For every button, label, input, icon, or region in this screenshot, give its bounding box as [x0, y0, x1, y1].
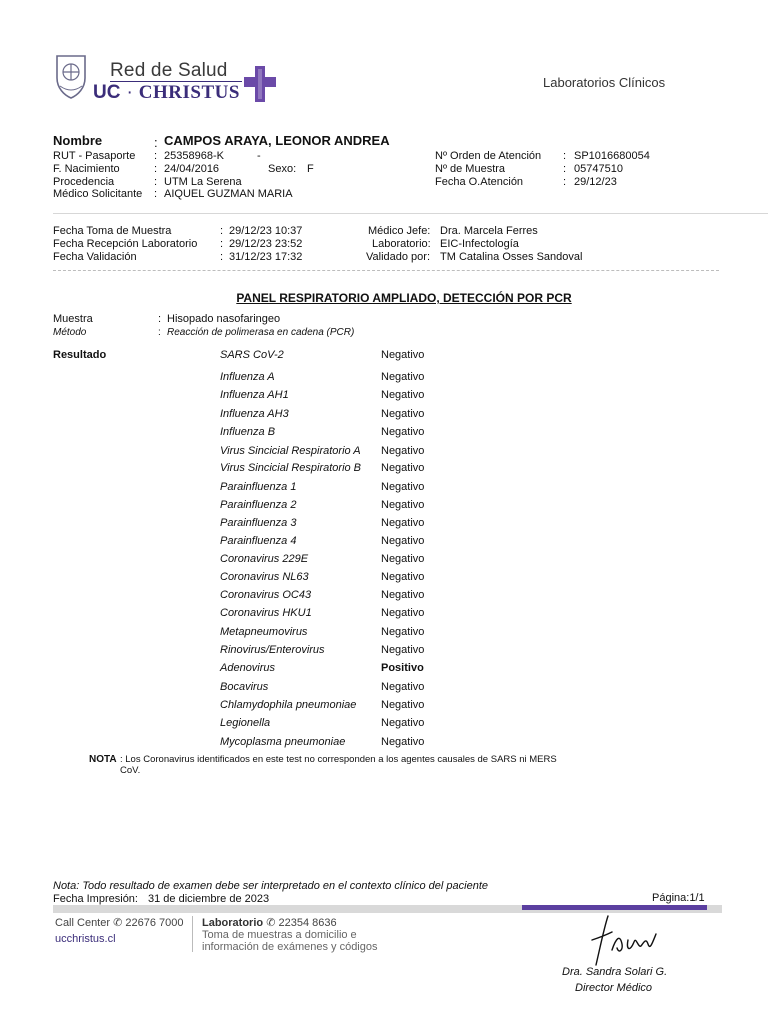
test-result: Positivo — [381, 662, 424, 674]
lab-contact — [202, 916, 337, 929]
test-result: Negativo — [381, 408, 425, 420]
sex-value: F — [307, 163, 314, 175]
validated-value: 31/12/23 17:32 — [229, 251, 303, 263]
lab-title: Laboratorios Clínicos — [543, 75, 666, 90]
test-name: Influenza AH3 — [220, 408, 289, 420]
call-center — [55, 916, 184, 929]
result-label: Resultado — [53, 349, 107, 361]
dashed-divider — [53, 270, 719, 271]
university-crest-icon — [54, 52, 88, 100]
sample-taken-label: Fecha Toma de Muestra — [53, 225, 172, 237]
colon: : — [154, 176, 158, 188]
laboratory-label: Laboratorio: — [372, 238, 431, 250]
test-result: Negativo — [381, 607, 425, 619]
patient-name: CAMPOS ARAYA, LEONOR ANDREA — [164, 133, 390, 148]
website-link[interactable]: ucchristus.cl — [55, 933, 116, 945]
test-name: Rinovirus/Enterovirus — [220, 644, 325, 656]
print-date-value: 31 de diciembre de 2023 — [148, 893, 270, 905]
test-result: Negativo — [381, 445, 425, 457]
test-name: Influenza AH1 — [220, 389, 289, 401]
test-result: Negativo — [381, 499, 425, 511]
chief-label: Médico Jefe: — [368, 225, 431, 237]
brand-name-top: Red de Salud — [110, 60, 228, 81]
test-name: Parainfluenza 1 — [220, 481, 297, 493]
test-result: Negativo — [381, 349, 425, 361]
sample-label: Muestra — [53, 313, 93, 325]
test-name: Virus Sincicial Respiratorio A — [220, 445, 361, 457]
attention-date-label: Fecha O.Atención — [435, 176, 524, 188]
test-name: Adenovirus — [220, 662, 276, 674]
test-result: Negativo — [381, 717, 425, 729]
page-value: 1/1 — [689, 892, 705, 904]
brand-separator: · — [126, 82, 133, 103]
birth-value: 24/04/2016 — [164, 163, 220, 175]
footer-note: Nota: Todo resultado de examen debe ser interpretado en el contexto clínico del paciente — [53, 880, 488, 892]
test-name: Influenza B — [220, 426, 276, 438]
validated-by-label: Validado por: — [366, 251, 431, 263]
brand-name-bottom — [93, 82, 240, 104]
rut-value: 25358968-K — [164, 150, 224, 162]
method-value: Reacción de polimerasa en cadena (PCR) — [167, 327, 355, 338]
lab-contact-number: 22354 8636 — [278, 917, 337, 929]
handwritten-signature — [586, 910, 666, 970]
footer-divider — [192, 916, 193, 952]
test-result: Negativo — [381, 481, 425, 493]
brand-uc: UC — [93, 82, 121, 103]
signature-name: Dra. Sandra Solari G. — [562, 966, 668, 978]
test-result: Negativo — [381, 371, 425, 383]
laboratory-value: EIC-Infectología — [440, 238, 519, 250]
colon: : — [563, 150, 567, 162]
call-center-label: Call Center — [55, 917, 111, 929]
test-name: Metapneumovirus — [220, 626, 308, 638]
colon: : — [154, 135, 158, 150]
test-name: SARS CoV-2 — [220, 349, 284, 361]
name-label: Nombre — [53, 133, 103, 148]
brand-christus: CHRISTUS — [138, 82, 240, 103]
received-value: 29/12/23 23:52 — [229, 238, 303, 250]
test-result: Negativo — [381, 681, 425, 693]
test-result: Negativo — [381, 535, 425, 547]
method-label: Método — [53, 327, 87, 338]
sex-label: Sexo: — [268, 163, 297, 175]
test-name: Coronavirus HKU1 — [220, 607, 312, 619]
test-name: Legionella — [220, 717, 271, 729]
test-result: Negativo — [381, 626, 425, 638]
test-name: Bocavirus — [220, 681, 269, 693]
order-value: SP1016680054 — [574, 150, 650, 162]
test-result: Negativo — [381, 699, 425, 711]
page-label: Página: — [652, 892, 690, 904]
received-label: Fecha Recepción Laboratorio — [53, 238, 198, 250]
christus-cross-icon — [242, 64, 278, 104]
print-date-label: Fecha Impresión: — [53, 893, 138, 905]
colon: : — [220, 225, 224, 237]
origin-value: UTM La Serena — [164, 176, 242, 188]
signature-role: Director Médico — [575, 982, 653, 994]
colon: : — [563, 163, 567, 175]
colon: : — [220, 238, 224, 250]
colon: : — [158, 327, 161, 338]
test-result: Negativo — [381, 736, 425, 748]
test-result: Negativo — [381, 426, 425, 438]
rut-dash: - — [257, 150, 261, 162]
nota-label: NOTA — [89, 754, 117, 765]
colon: : — [154, 150, 158, 162]
validated-by-value: TM Catalina Osses Sandoval — [440, 251, 583, 263]
call-center-number: 22676 7000 — [125, 917, 184, 929]
nota-text: : Los Coronavirus identificados en este test no corresponden a los agentes causales de SARS ni MERS CoV. — [120, 754, 557, 776]
colon: : — [220, 251, 224, 263]
section-divider — [53, 213, 768, 214]
colon: : — [154, 188, 158, 200]
lab-description: Toma de muestras a domicilio e información de exámenes y códigos — [202, 929, 378, 953]
test-name: Parainfluenza 3 — [220, 517, 297, 529]
doctor-label: Médico Solicitante — [53, 188, 143, 200]
test-name: Coronavirus NL63 — [220, 571, 309, 583]
sample-number-label: Nº de Muestra — [435, 163, 506, 175]
test-name: Influenza A — [220, 371, 275, 383]
phone-icon: ✆ — [113, 917, 123, 929]
test-name: Coronavirus OC43 — [220, 589, 312, 601]
lab-contact-label: Laboratorio — [202, 917, 264, 929]
doctor-value: AIQUEL GUZMAN MARIA — [164, 188, 293, 200]
test-name: Coronavirus 229E — [220, 553, 309, 565]
test-name: Parainfluenza 2 — [220, 499, 297, 511]
test-result: Negativo — [381, 389, 425, 401]
sample-value: Hisopado nasofaringeo — [167, 313, 281, 325]
test-name: Chlamydophila pneumoniae — [220, 699, 357, 711]
birth-label: F. Nacimiento — [53, 163, 120, 175]
test-result: Negativo — [381, 462, 425, 474]
sample-taken-value: 29/12/23 10:37 — [229, 225, 303, 237]
colon: : — [563, 176, 567, 188]
phone-icon: ✆ — [266, 917, 276, 929]
test-name: Virus Sincicial Respiratorio B — [220, 462, 362, 474]
test-result: Negativo — [381, 517, 425, 529]
test-result: Negativo — [381, 571, 425, 583]
test-result: Negativo — [381, 644, 425, 656]
origin-label: Procedencia — [53, 176, 115, 188]
order-label: Nº Orden de Atención — [435, 150, 542, 162]
test-result: Negativo — [381, 589, 425, 601]
panel-title: PANEL RESPIRATORIO AMPLIADO, DETECCIÓN POR PCR — [236, 291, 572, 305]
colon: : — [154, 163, 158, 175]
sample-number-value: 05747510 — [574, 163, 623, 175]
chief-value: Dra. Marcela Ferres — [440, 225, 538, 237]
validated-label: Fecha Validación — [53, 251, 137, 263]
test-name: Parainfluenza 4 — [220, 535, 297, 547]
test-name: Mycoplasma pneumoniae — [220, 736, 346, 748]
colon: : — [158, 313, 162, 325]
page-indicator — [652, 892, 705, 904]
attention-date-value: 29/12/23 — [574, 176, 617, 188]
rut-label: RUT - Pasaporte — [53, 150, 136, 162]
test-result: Negativo — [381, 553, 425, 565]
